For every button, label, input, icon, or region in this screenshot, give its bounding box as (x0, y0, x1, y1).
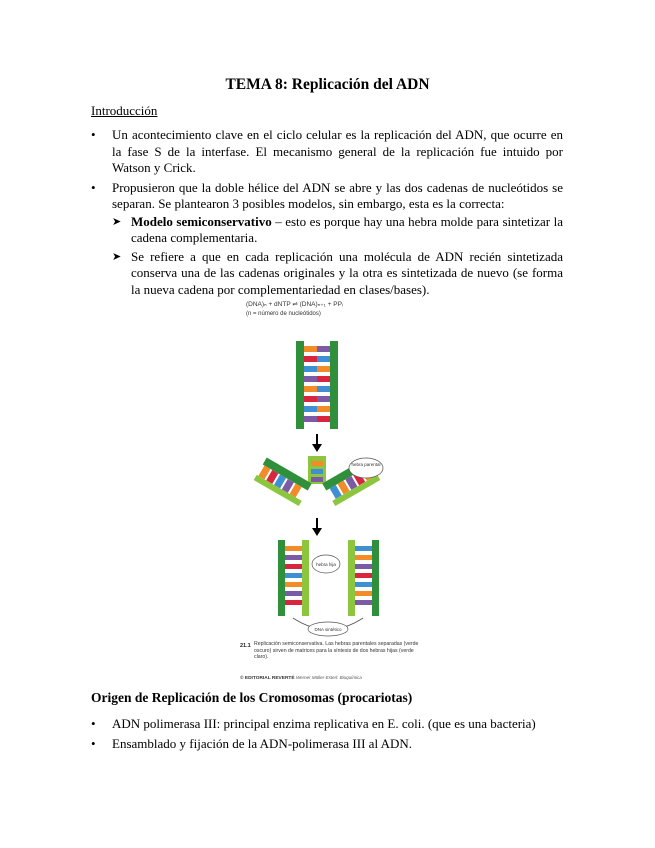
daughter-dna-left (278, 540, 309, 616)
down-arrow-icon (312, 434, 322, 452)
intro-heading: Introducción (91, 103, 158, 118)
daughter-dna-right (348, 540, 379, 616)
model-name: Modelo semiconservativo (131, 213, 272, 229)
bullet-text: Propusieron que la doble hélice del ADN se abre y las dos cadenas de nucleótidos se separan. Se plantearon 3 posibles modelos, sin embargo, esta es la correcta: (112, 179, 563, 211)
sub-list-item (112, 249, 563, 299)
figure-equation: (DNA)ₙ + dNTP ⇌ (DNA)ₙ₊₁ + PPᵢ (246, 301, 343, 308)
label-hebra-hija: hebra hija (316, 562, 336, 567)
bullet-text: Ensamblado y fijación de la ADN-polimerasa III al ADN. (112, 735, 412, 751)
replication-figure (238, 296, 428, 686)
label-dna-sintetico: DNA sintético (314, 627, 342, 632)
down-arrow-icon (312, 518, 322, 536)
list-item (91, 736, 563, 753)
sub-bullet-text: Se refiere a que en cada replicación una molécula de ADN recién sintetizada conserva una de las cadenas originales y la otra es sintetizada de nuevo (se forma la nueva cadena por complementariedad en clases/bases). (131, 248, 563, 297)
page-title: TEMA 8: Replicación del ADN (225, 76, 430, 93)
section-heading-origin: Origen de Replicación de los Cromosomas (procariotas) (91, 690, 413, 705)
sub-bullet-list (112, 214, 563, 299)
origin-bullet-list (91, 716, 563, 755)
bullet-text: ADN polimerasa III: principal enzima replicativa en E. coli. (que es una bacteria) (112, 716, 536, 731)
list-item (91, 716, 563, 733)
list-item (91, 127, 563, 177)
replication-fork (254, 456, 383, 506)
figure-credit: © EDITORIAL REVERTÉ (240, 676, 295, 681)
parent-dna-helix (296, 341, 338, 429)
caption-number: 21.1 (240, 643, 251, 649)
list-item (91, 180, 563, 299)
figure-equation-note: (n = número de nucleótidos) (246, 311, 321, 317)
bullet-text: Un acontecimiento clave en el ciclo celular es la replicación del ADN, que ocurre en la fase S de la interfase. El mecanismo general de la replicación fue intuido por Watson y Crick. (112, 127, 563, 175)
sub-bullet-text: – esto es porque hay una hebra molde para sintetizar la cadena complementaria. (131, 213, 563, 245)
figure-caption: Replicación semiconservativa. Las hebras parentales separadas (verde oscuro) sirven de matrices para la síntesis de dos hebras hijas (verde claro). (254, 641, 419, 661)
sub-list-item (112, 214, 563, 247)
figure-credit-author: Werner Müller-Esterl: Bioquímica (296, 675, 362, 680)
label-hebra-parental: hebra parental (351, 462, 381, 467)
intro-bullet-list (91, 127, 563, 301)
